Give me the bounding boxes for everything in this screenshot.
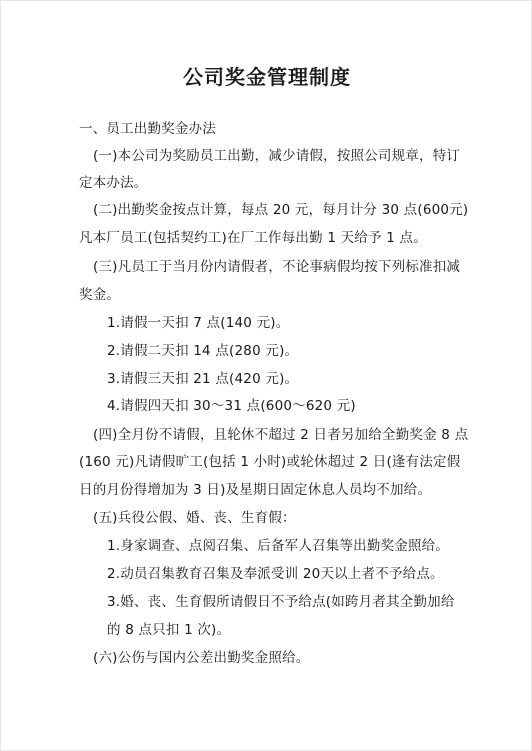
list-item: 4.请假四天扣 30～31 点(600～620 元) xyxy=(107,398,356,414)
list-item: 的 8 点只扣 1 次)。 xyxy=(107,622,231,638)
paragraph-line: 日的月份得增加为 3 日)及星期日固定休息人员均不加给。 xyxy=(79,482,432,498)
list-item: 3.请假三天扣 21 点(420 元)。 xyxy=(107,371,299,387)
document-title: 公司奖金管理制度 xyxy=(183,65,351,89)
paragraph-line: 定本办法。 xyxy=(79,175,148,191)
paragraph-line: (二)出勤奖金按点计算，每点 20 元，每月计分 30 点(600元) xyxy=(93,202,469,218)
list-item: 1.身家调查、点阅召集、后备军人召集等出勤奖金照给。 xyxy=(107,538,450,554)
paragraph-line: (四)全月份不请假，且轮休不超过 2 日者另加给全勤奖金 8 点 xyxy=(93,427,469,443)
paragraph-line: (160 元)凡请假旷工(包括 1 小时)或轮休超过 2 日(逢有法定假 xyxy=(79,454,461,470)
paragraph-line: (六)公伤与国内公差出勤奖金照给。 xyxy=(93,650,310,666)
list-item: 2.请假二天扣 14 点(280 元)。 xyxy=(107,343,299,359)
paragraph-line: (一)本公司为奖励员工出勤，减少请假，按照公司规章，特订 xyxy=(93,148,461,164)
paragraph-line: 凡本厂员工(包括契约工)在厂工作每出勤 1 天给予 1 点。 xyxy=(79,230,427,246)
paragraph-line: (五)兵役公假、婚、丧、生育假： xyxy=(93,510,296,526)
paragraph-line: (三)凡员工于当月份内请假者，不论事病假均按下列标准扣减 xyxy=(93,259,461,275)
list-item: 2.动员召集教育召集及奉派受训 20天以上者不予给点。 xyxy=(107,566,444,582)
paragraph-line: 奖金。 xyxy=(79,287,121,303)
list-item: 3.婚、丧、生育假所请假日不予给点(如跨月者其全勤加给 xyxy=(107,594,455,610)
section-heading: 一、员工出勤奖金办法 xyxy=(79,121,216,137)
list-item: 1.请假一天扣 7 点(140 元)。 xyxy=(107,315,290,331)
